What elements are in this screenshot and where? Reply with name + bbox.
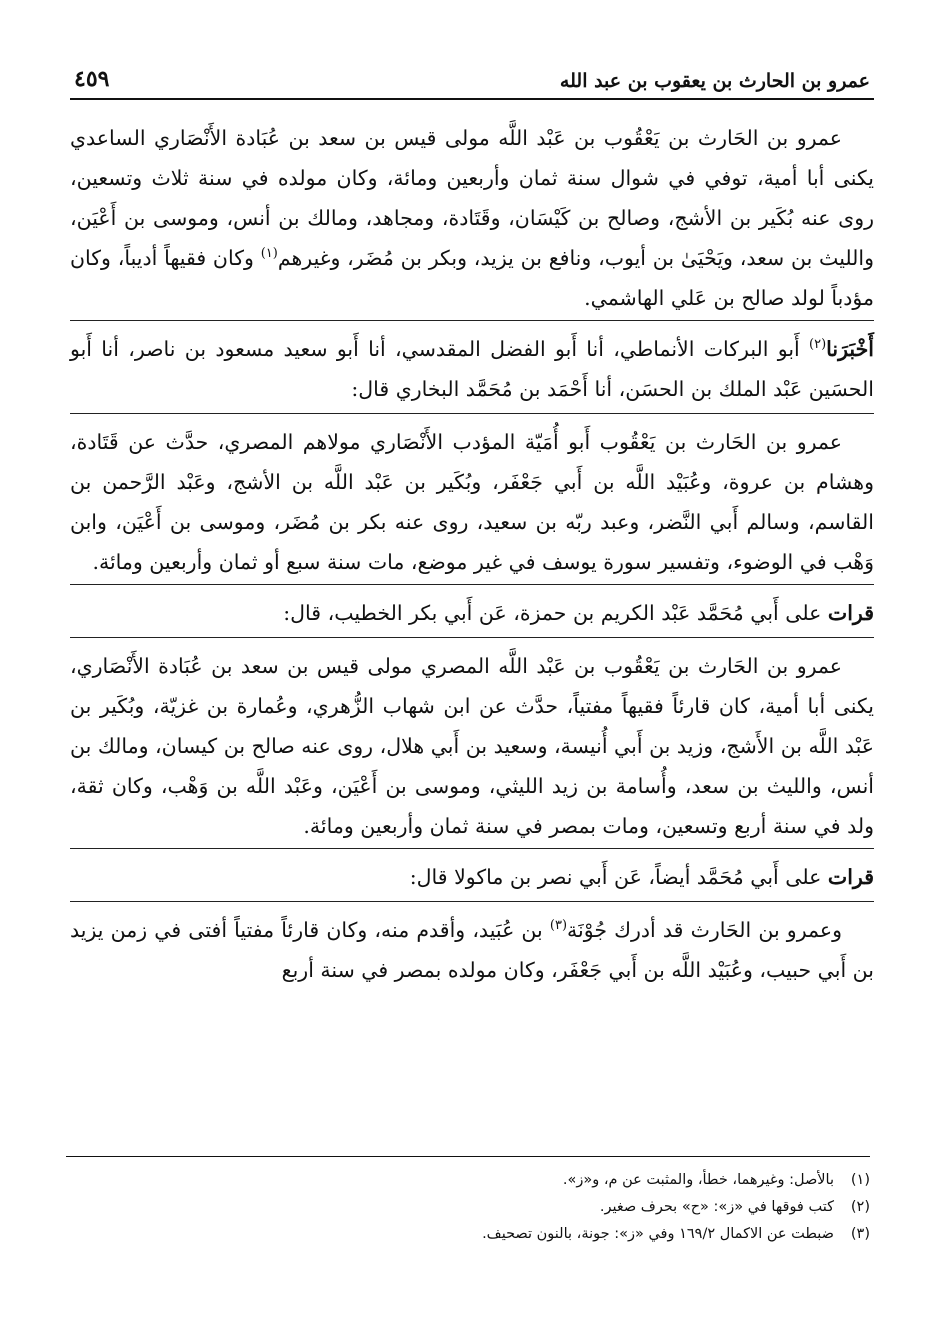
paragraph-text: على أَبي مُحَمَّد عَبْد الكريم بن حمزة، عَن أَبي بكر الخطيب، قال: (283, 601, 828, 625)
paragraph-text: عمرو بن الحَارث بن يَعْقُوب أَبو أُمَيّة المؤدب الأَنْصَاري مولاهم المصري، حدَّث عن قَتَادة، وهشام بن عروة، وعُبَيْد اللَّه بن أَبي جَعْفَر، وبُكَير بن عَبْد اللَّه بن الأشج، وعَبْد الرَّحمن بن القاسم، وسالم أَبي النَّضر، وعبد ربّه بن سعيد، روى عنه بكر بن مُضَر، وموسى بن أَعْيَن، وابن وَهْب في الوضوء، وتفسير سورة يوسف في غير موضع، مات سنة سبع أو ثمان وأربعين ومائة. (70, 430, 874, 574)
footnote-text: ضبطت عن الاكمال ١٦٩/٢ وفي «ز»: جونة، بالنون تصحيف. (482, 1226, 834, 1242)
paragraph-isnad-3 (70, 848, 874, 897)
lead-word: قرات (827, 865, 874, 889)
footnote-text: كتب فوقها في «ز»: «ح» بحرف صغير. (599, 1199, 834, 1215)
paragraph-biography-2 (70, 413, 874, 582)
page-body (70, 118, 874, 990)
running-head: عمرو بن الحارث بن يعقوب بن عبد الله (559, 70, 870, 92)
paragraph-text: عمرو بن الحَارث بن يَعْقُوب بن عَبْد اللَّه المصري مولى قيس بن سعد بن عُبَادة الأَنْصَاري، يكنى أبا أمية، كان قارئاً فقيهاً مفتياً، حدَّث عن ابن شهاب الزُّهري، وعُمارة بن غزيّة، وبُكَير بن عَبْد اللَّه بن الأَشج، وزيد بن أَبي أُنيسة، وسعيد بن أَبي هلال، روى عنه صالح بن كيسان، ومالك بن أنس، والليث بن سعد، وأُسامة بن زيد الليثي، وموسى بن أَعْيَن، وعَبْد اللَّه بن وَهْب، وكان ثقة، ولد في سنة أربع وتسعين، ومات بمصر في سنة ثمان وأربعين ومائة. (70, 654, 874, 838)
footnotes (66, 1156, 870, 1248)
footnote-ref-2: (٢) (809, 337, 827, 353)
paragraph-text: أَبو البركات الأنماطي، أنا أَبو الفضل المقدسي، أنا أَبو سعيد مسعود بن ناصر، أنا أَبو الحسَين عَبْد الملك بن الحسَن، أنا أَحْمَد بن مُحَمَّد البخاري قال: (70, 337, 874, 401)
footnote-number: (١) (850, 1172, 870, 1188)
footnote-ref-1: (١) (260, 246, 278, 262)
paragraph-text: عمرو بن الحَارث بن يَعْقُوب بن عَبْد اللَّه مولى قيس بن سعد بن عُبَادة الأَنْصَاري الساعدي يكنى أبا أمية، توفي في شوال سنة ثمان وأربعين ومائة، وكان مولده في سنة ثلاث وتسعين، روى عنه بُكَير بن الأشج، وصالح بن كَيْسَان، وقَتَادة، ومجاهد، ومالك بن أنس، وموسى بن أَعْيَن، والليث بن سعد، ويَحْيَىٰ بن أيوب، ونافع بن يزيد، وبكر بن مُضَر، وغيرهم (70, 126, 875, 270)
page-header (70, 48, 874, 100)
paragraph-text: وعمرو بن الحَارث قد أدرك جُوْنَة (567, 918, 842, 942)
footnote-ref-3: (٣) (549, 918, 568, 934)
paragraph-biography-3 (70, 637, 874, 846)
paragraph-biography-1 (70, 118, 874, 318)
paragraph-isnad-1 (70, 320, 874, 409)
footnote-number: (٣) (850, 1226, 870, 1242)
footnote-2 (66, 1194, 870, 1221)
paragraph-biography-4 (70, 901, 874, 990)
lead-word: أَخْبَرَنا (826, 337, 874, 361)
footnote-3 (66, 1221, 870, 1248)
page-number: ٤٥٩ (74, 66, 110, 92)
footnote-1 (66, 1167, 870, 1194)
paragraph-text: على أَبي مُحَمَّد أيضاً، عَن أَبي نصر بن ماكولا قال: (409, 865, 828, 889)
lead-word: قرات (827, 601, 874, 625)
paragraph-text-tail: بن عُبَيد، وأقدم منه، وكان قارئاً مفتياً أفتى في زمن يزيد بن أَبي حبيب، وعُبَيْد اللَّه بن أَبي جَعْفَر، وكان مولده بمصر في سنة أربع (70, 918, 874, 982)
footnote-text: بالأصل: وغيرهما، خطأ، والمثبت عن م، و«ز». (562, 1172, 834, 1188)
paragraph-isnad-2 (70, 584, 874, 633)
paragraph-text-tail: وكان فقيهاً أديباً، وكان مؤدباً لولد صالح بن عَلي الهاشمي. (70, 246, 874, 310)
footnote-number: (٢) (850, 1199, 870, 1215)
